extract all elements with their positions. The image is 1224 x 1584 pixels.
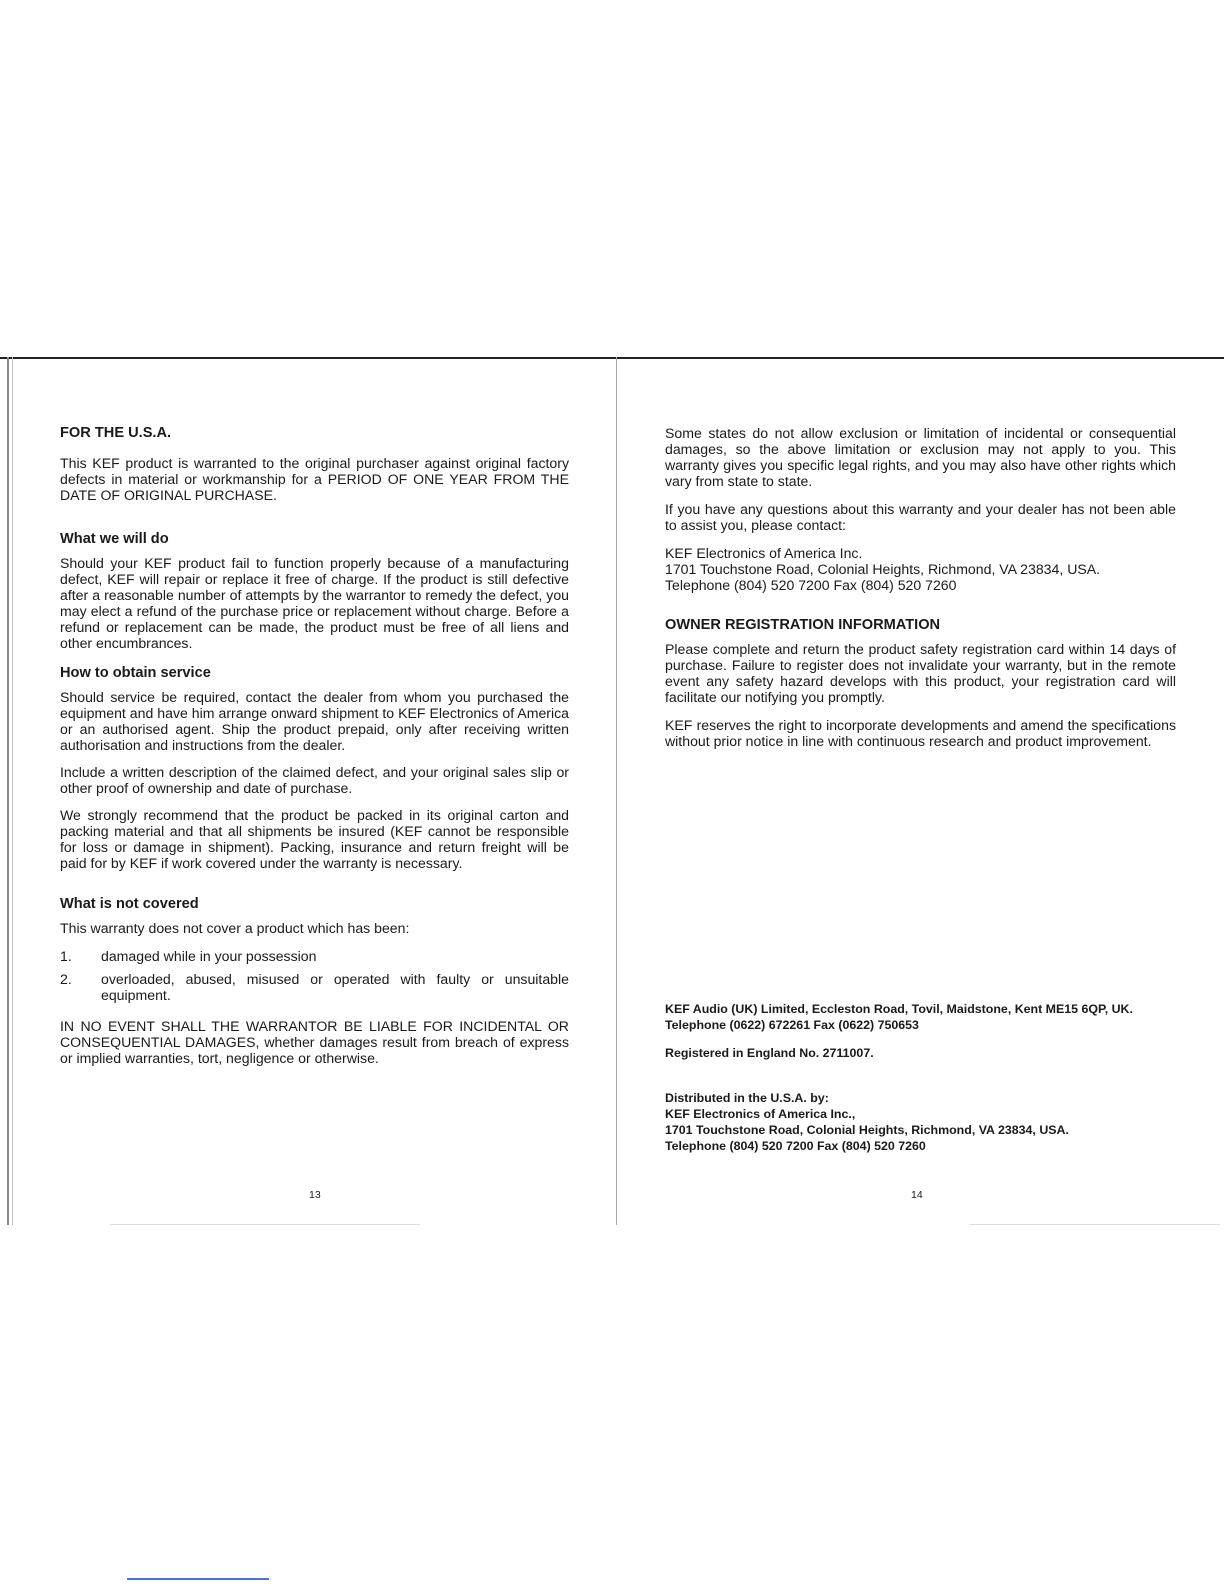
owner-registration-heading: OWNER REGISTRATION INFORMATION — [665, 617, 941, 633]
service-paragraph-1: Should service be required, contact the dealer from whom you purchased the equipment and have him arrange onward shipment to KEF Electronics of America or an authorised agent. Ship the product prepaid, only after receiving written authorisation and instructions from the dealer. — [60, 689, 569, 753]
list-item — [60, 948, 569, 964]
distributor-name: KEF Electronics of America Inc., — [665, 1107, 856, 1121]
company-address: KEF Audio (UK) Limited, Eccleston Road, Tovil, Maidstone, Kent ME15 6QP, UK. — [665, 1002, 1133, 1016]
contact-block — [665, 545, 1176, 593]
service-paragraph-2: Include a written description of the claimed defect, and your original sales slip or other proof of ownership and date of purchase. — [60, 764, 569, 796]
what-is-not-covered-heading: What is not covered — [60, 896, 199, 912]
state-rights-paragraph: Some states do not allow exclusion or limitation of incidental or consequential damages, so the above limitation or exclusion may not apply to you. This warranty gives you specific legal rights, and you may also have other rights which vary from state to state. — [665, 425, 1176, 489]
liability-disclaimer: IN NO EVENT SHALL THE WARRANTOR BE LIABLE FOR INCIDENTAL OR CONSEQUENTIAL DAMAGES, whether damages result from breach of express or implied warranties, tort, negligence or otherwise. — [60, 1018, 569, 1066]
not-covered-list — [60, 948, 569, 1003]
registration-paragraph: Please complete and return the product safety registration card within 14 days of purchase. Failure to register does not invalidate your warranty, but in the remote event any safety hazard develops with this product, your registration card will facilitate our notifying you promptly. — [665, 641, 1176, 705]
left-page — [60, 425, 569, 1066]
distributor-phone: Telephone (804) 520 7200 Fax (804) 520 7260 — [665, 1139, 926, 1153]
bottom-rule-right — [970, 1224, 1220, 1225]
blue-scan-mark — [127, 1578, 269, 1580]
usa-heading: FOR THE U.S.A. — [60, 425, 172, 441]
specifications-paragraph: KEF reserves the right to incorporate developments and amend the specifications without prior notice in line with continuous research and product improvement. — [665, 717, 1176, 749]
list-item-number: 1. — [60, 948, 72, 964]
contact-name: KEF Electronics of America Inc. — [665, 545, 863, 561]
company-block — [665, 1001, 1185, 1061]
contact-phone: Telephone (804) 520 7200 Fax (804) 520 7260 — [665, 577, 957, 593]
what-we-will-do-heading: What we will do — [60, 531, 169, 547]
bottom-rule-left — [110, 1224, 420, 1225]
top-rule — [0, 357, 1224, 359]
company-registration: Registered in England No. 2711007. — [665, 1046, 874, 1060]
center-fold-line — [616, 357, 617, 1225]
questions-paragraph: If you have any questions about this warranty and your dealer has not been able to assist you, please contact: — [665, 501, 1176, 533]
distributor-block — [665, 1090, 1185, 1154]
warranty-intro: This KEF product is warranted to the original purchaser against original factory defects in material or workmanship for a PERIOD OF ONE YEAR FROM THE DATE OF ORIGINAL PURCHASE. — [60, 455, 569, 503]
list-item-text: overloaded, abused, misused or operated with faulty or unsuitable equipment. — [101, 971, 569, 1003]
service-paragraph-3: We strongly recommend that the product be packed in its original carton and packing material and that all shipments be insured (KEF cannot be responsible for loss or damage in shipment). Packing, insurance and return freight will be paid for by KEF if work covered under the warranty is necessary. — [60, 807, 569, 871]
list-item-text: damaged while in your possession — [101, 948, 317, 964]
left-page-edge — [7, 357, 9, 1225]
right-page — [665, 425, 1176, 749]
page-number-left: 13 — [309, 1189, 321, 1201]
how-to-obtain-service-heading: How to obtain service — [60, 665, 211, 681]
list-item — [60, 971, 569, 1003]
company-phone: Telephone (0622) 672261 Fax (0622) 750653 — [665, 1018, 919, 1032]
list-item-number: 2. — [60, 971, 72, 987]
not-covered-intro: This warranty does not cover a product which has been: — [60, 920, 410, 936]
contact-address: 1701 Touchstone Road, Colonial Heights, Richmond, VA 23834, USA. — [665, 561, 1101, 577]
what-we-will-do-body: Should your KEF product fail to function properly because of a manufacturing defect, KEF will repair or replace it free of charge. If the product is still defective after a reasonable number of attempts by the warrantor to remedy the defect, you may elect a refund of the purchase price or replacement without charge. Before a refund or replacement can be made, the product must be free of all liens and other encumbrances. — [60, 555, 569, 651]
left-page-edge-inner — [12, 357, 13, 1225]
distributor-address: 1701 Touchstone Road, Colonial Heights, Richmond, VA 23834, USA. — [665, 1123, 1069, 1137]
page-number-right: 14 — [911, 1189, 923, 1201]
distributor-label: Distributed in the U.S.A. by: — [665, 1091, 829, 1105]
